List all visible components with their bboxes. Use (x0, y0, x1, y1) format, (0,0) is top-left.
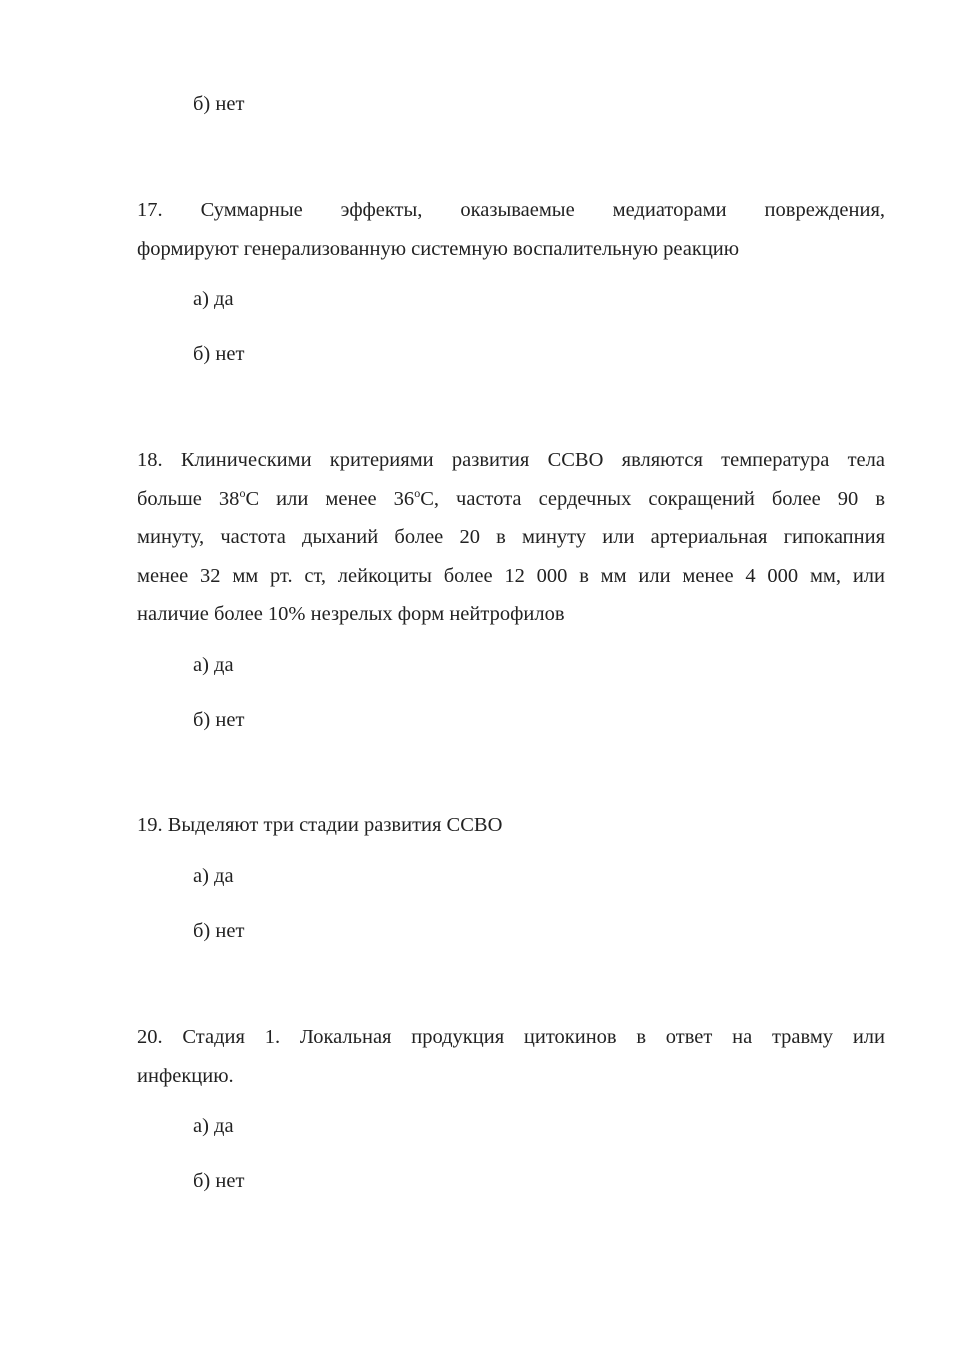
question-text-line: минуту, частота дыханий более 20 в минуту или артериальная гипокапния (137, 526, 885, 549)
answer-option-a: а) да (193, 654, 234, 676)
question-text-line: менее 32 мм рт. ст, лейкоциты более 12 000 в мм или менее 4 000 мм, или (137, 564, 885, 587)
question-text-line: 20. Стадия 1. Локальная продукция цитокинов в ответ на травму или (137, 1026, 885, 1048)
question-18 (137, 441, 885, 634)
question-text-fragment: С, частота сердечных сокращений более 90 в (420, 487, 886, 510)
question-text-fragment: С или менее 36 (245, 487, 415, 510)
answer-option-b: б) нет (193, 1170, 245, 1192)
question-19 (137, 806, 885, 845)
degree-superscript: o (414, 485, 421, 500)
answer-option-b: б) нет (193, 343, 245, 365)
question-text-line: наличие более 10% незрелых форм нейтрофилов (137, 603, 565, 626)
answer-option-a: а) да (193, 865, 234, 887)
question-text-line: инфекцию. (137, 1064, 234, 1087)
answer-option-b: б) нет (193, 93, 245, 115)
answer-option-a: а) да (193, 288, 234, 310)
answer-option-a: а) да (193, 1115, 234, 1137)
answer-option-b: б) нет (193, 709, 245, 731)
question-20 (137, 1018, 885, 1095)
question-text-line (137, 480, 885, 519)
answer-option-b: б) нет (193, 920, 245, 942)
question-text-line: 18. Клиническими критериями развития ССВО являются температура тела (137, 449, 885, 471)
question-text-line: формируют генерализованную системную воспалительную реакцию (137, 237, 740, 260)
question-text-line: 19. Выделяют три стадии развития ССВО (137, 814, 503, 836)
question-17 (137, 191, 885, 268)
question-text-fragment: больше 38 (137, 487, 240, 510)
question-text-line: 17. Суммарные эффекты, оказываемые медиаторами повреждения, (137, 199, 885, 221)
degree-superscript: o (239, 485, 246, 500)
